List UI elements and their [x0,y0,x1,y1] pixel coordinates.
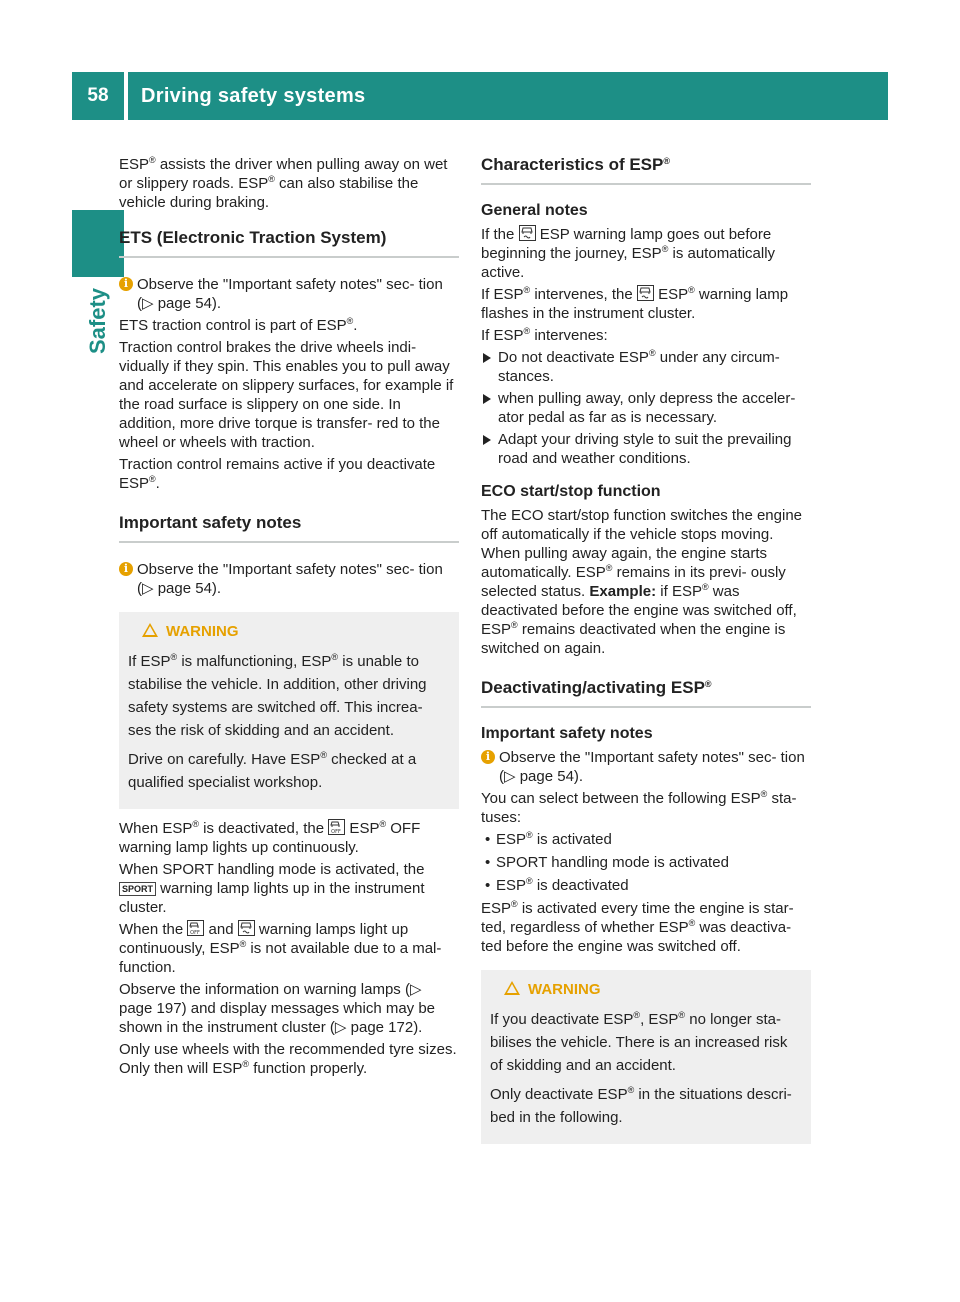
wheels-paragraph: Only use wheels with the recommended tyre sizes. Only then will ESP® function properly. [119,1041,457,1077]
ets-info-note: i Observe the "Important safety notes" sec- tion (▷ page 54). [119,275,459,313]
general-paragraph-1: If the ESP warning lamp goes out before beginning the journey, ESP® is automatically active. [481,226,776,281]
esp-warning-icon [519,225,536,241]
warning-text-1: If ESP® is malfunctioning, ESP® is unable to stabilise the vehicle. In addition, other driving safety systems are switched off. This increa- ses the risk of skidding and an accident. [128,652,427,739]
general-paragraph-2: If ESP® intervenes, the ESP® warning lamp flashes in the instrument cluster. [481,285,789,322]
observe-paragraph: Observe the information on warning lamps (▷ page 197) and display messages which may be shown in the instrument cluster (▷ page 172). [119,981,436,1036]
sport-icon: SPORT [119,882,156,896]
sport-paragraph: When SPORT handling mode is activated, the SPORT warning lamp lights up in the instrument cluster. [119,861,425,916]
info-icon: i [119,277,133,291]
warning-text-2: Only deactivate ESP® in the situations descri- bed in the following. [490,1085,792,1126]
general-paragraph-3: If ESP® intervenes: [481,326,608,344]
ets-heading: ETS (Electronic Traction System) [119,228,459,258]
warning-triangle-icon [504,981,520,995]
eco-paragraph: The ECO start/stop function switches the engine off automatically if the vehicle stops moving. When pulling away again, the engine starts automatically. ESP® remains in its previ- ously selected status. Example: if ESP® was deactivated before the engine was switched off, ESP® remains deactivated when the engine is switched on again. [481,507,802,657]
step-item: Adapt your driving style to suit the prevailing road and weather conditions. [481,430,811,468]
select-paragraph: You can select between the following ESP® sta- tuses: [481,789,797,826]
eco-heading: ECO start/stop function [481,483,661,500]
activation-paragraph: ESP® is activated every time the engine is star- ted, regardless of whether ESP® was deactiva- ted before the engine was switched off. [481,899,794,955]
warning-text-2: Drive on carefully. Have ESP® checked at a qualified specialist workshop. [128,750,417,791]
warning-heading: WARNING [142,622,450,641]
step-item: when pulling away, only depress the acceler- ator pedal as far as is necessary. [481,389,811,427]
safety-notes-heading: Important safety notes [481,725,653,742]
side-tab-marker [72,210,124,277]
both-lamps-paragraph: When the OFF and warning lamps light up continuously, ESP® is not available due to a mal- function. [119,921,442,976]
info-icon: i [481,750,495,764]
warning-heading: WARNING [504,980,802,999]
general-notes-heading: General notes [481,202,588,219]
info-icon: i [119,562,133,576]
ets-paragraph-1: ETS traction control is part of ESP®. [119,316,358,334]
svg-text:OFF: OFF [331,829,342,835]
svg-text:OFF: OFF [190,930,201,936]
esp-warning-icon [238,920,255,936]
warning-triangle-icon [142,623,158,637]
chapter-title: Driving safety systems [128,72,888,120]
warning-text-1: If you deactivate ESP®, ESP® no longer sta- bilises the vehicle. There is an increased risk of skidding and an accident. [490,1010,788,1074]
intro-paragraph: ESP® assists the driver when pulling away on wet or slippery roads. ESP® can also stabilise the vehicle during braking. [119,155,448,211]
step-item: Do not deactivate ESP® under any circum- stances. [481,348,811,386]
deactivating-heading: Deactivating/activating ESP® [481,678,811,708]
warning-box [481,970,811,1144]
side-tab-label: Safety [85,287,110,355]
left-column [119,155,459,1081]
safety-info-note: i Observe the "Important safety notes" sec- tion (▷ page 54). [481,748,811,786]
characteristics-heading: Characteristics of ESP® [481,155,811,185]
esp-deactivated-paragraph: When ESP® is deactivated, the OFF ESP® OFF warning lamp lights up continuously. [119,819,421,856]
status-item: • ESP® is activated [481,830,811,849]
status-item: • ESP® is deactivated [481,876,811,895]
warning-box [119,612,459,809]
esp-off-icon [328,819,345,835]
esp-off-icon [187,920,204,936]
safety-info-note: i Observe the "Important safety notes" sec- tion (▷ page 54). [119,560,459,598]
ets-paragraph-2: Traction control brakes the drive wheels indi- vidually if they spin. This enables you to pull away and accelerate on slippery surfaces, for example if the road surface is slippery on one side. In addition, more drive torque is transfer- red to the wheel or wheels with traction. [119,339,454,451]
status-item: • SPORT handling mode is activated [481,853,811,872]
right-column [481,155,811,1144]
ets-paragraph-3: Traction control remains active if you deactivate ESP®. [119,456,436,492]
safety-notes-heading: Important safety notes [119,513,459,543]
esp-warning-icon [637,285,654,301]
page-number: 58 [72,72,124,120]
